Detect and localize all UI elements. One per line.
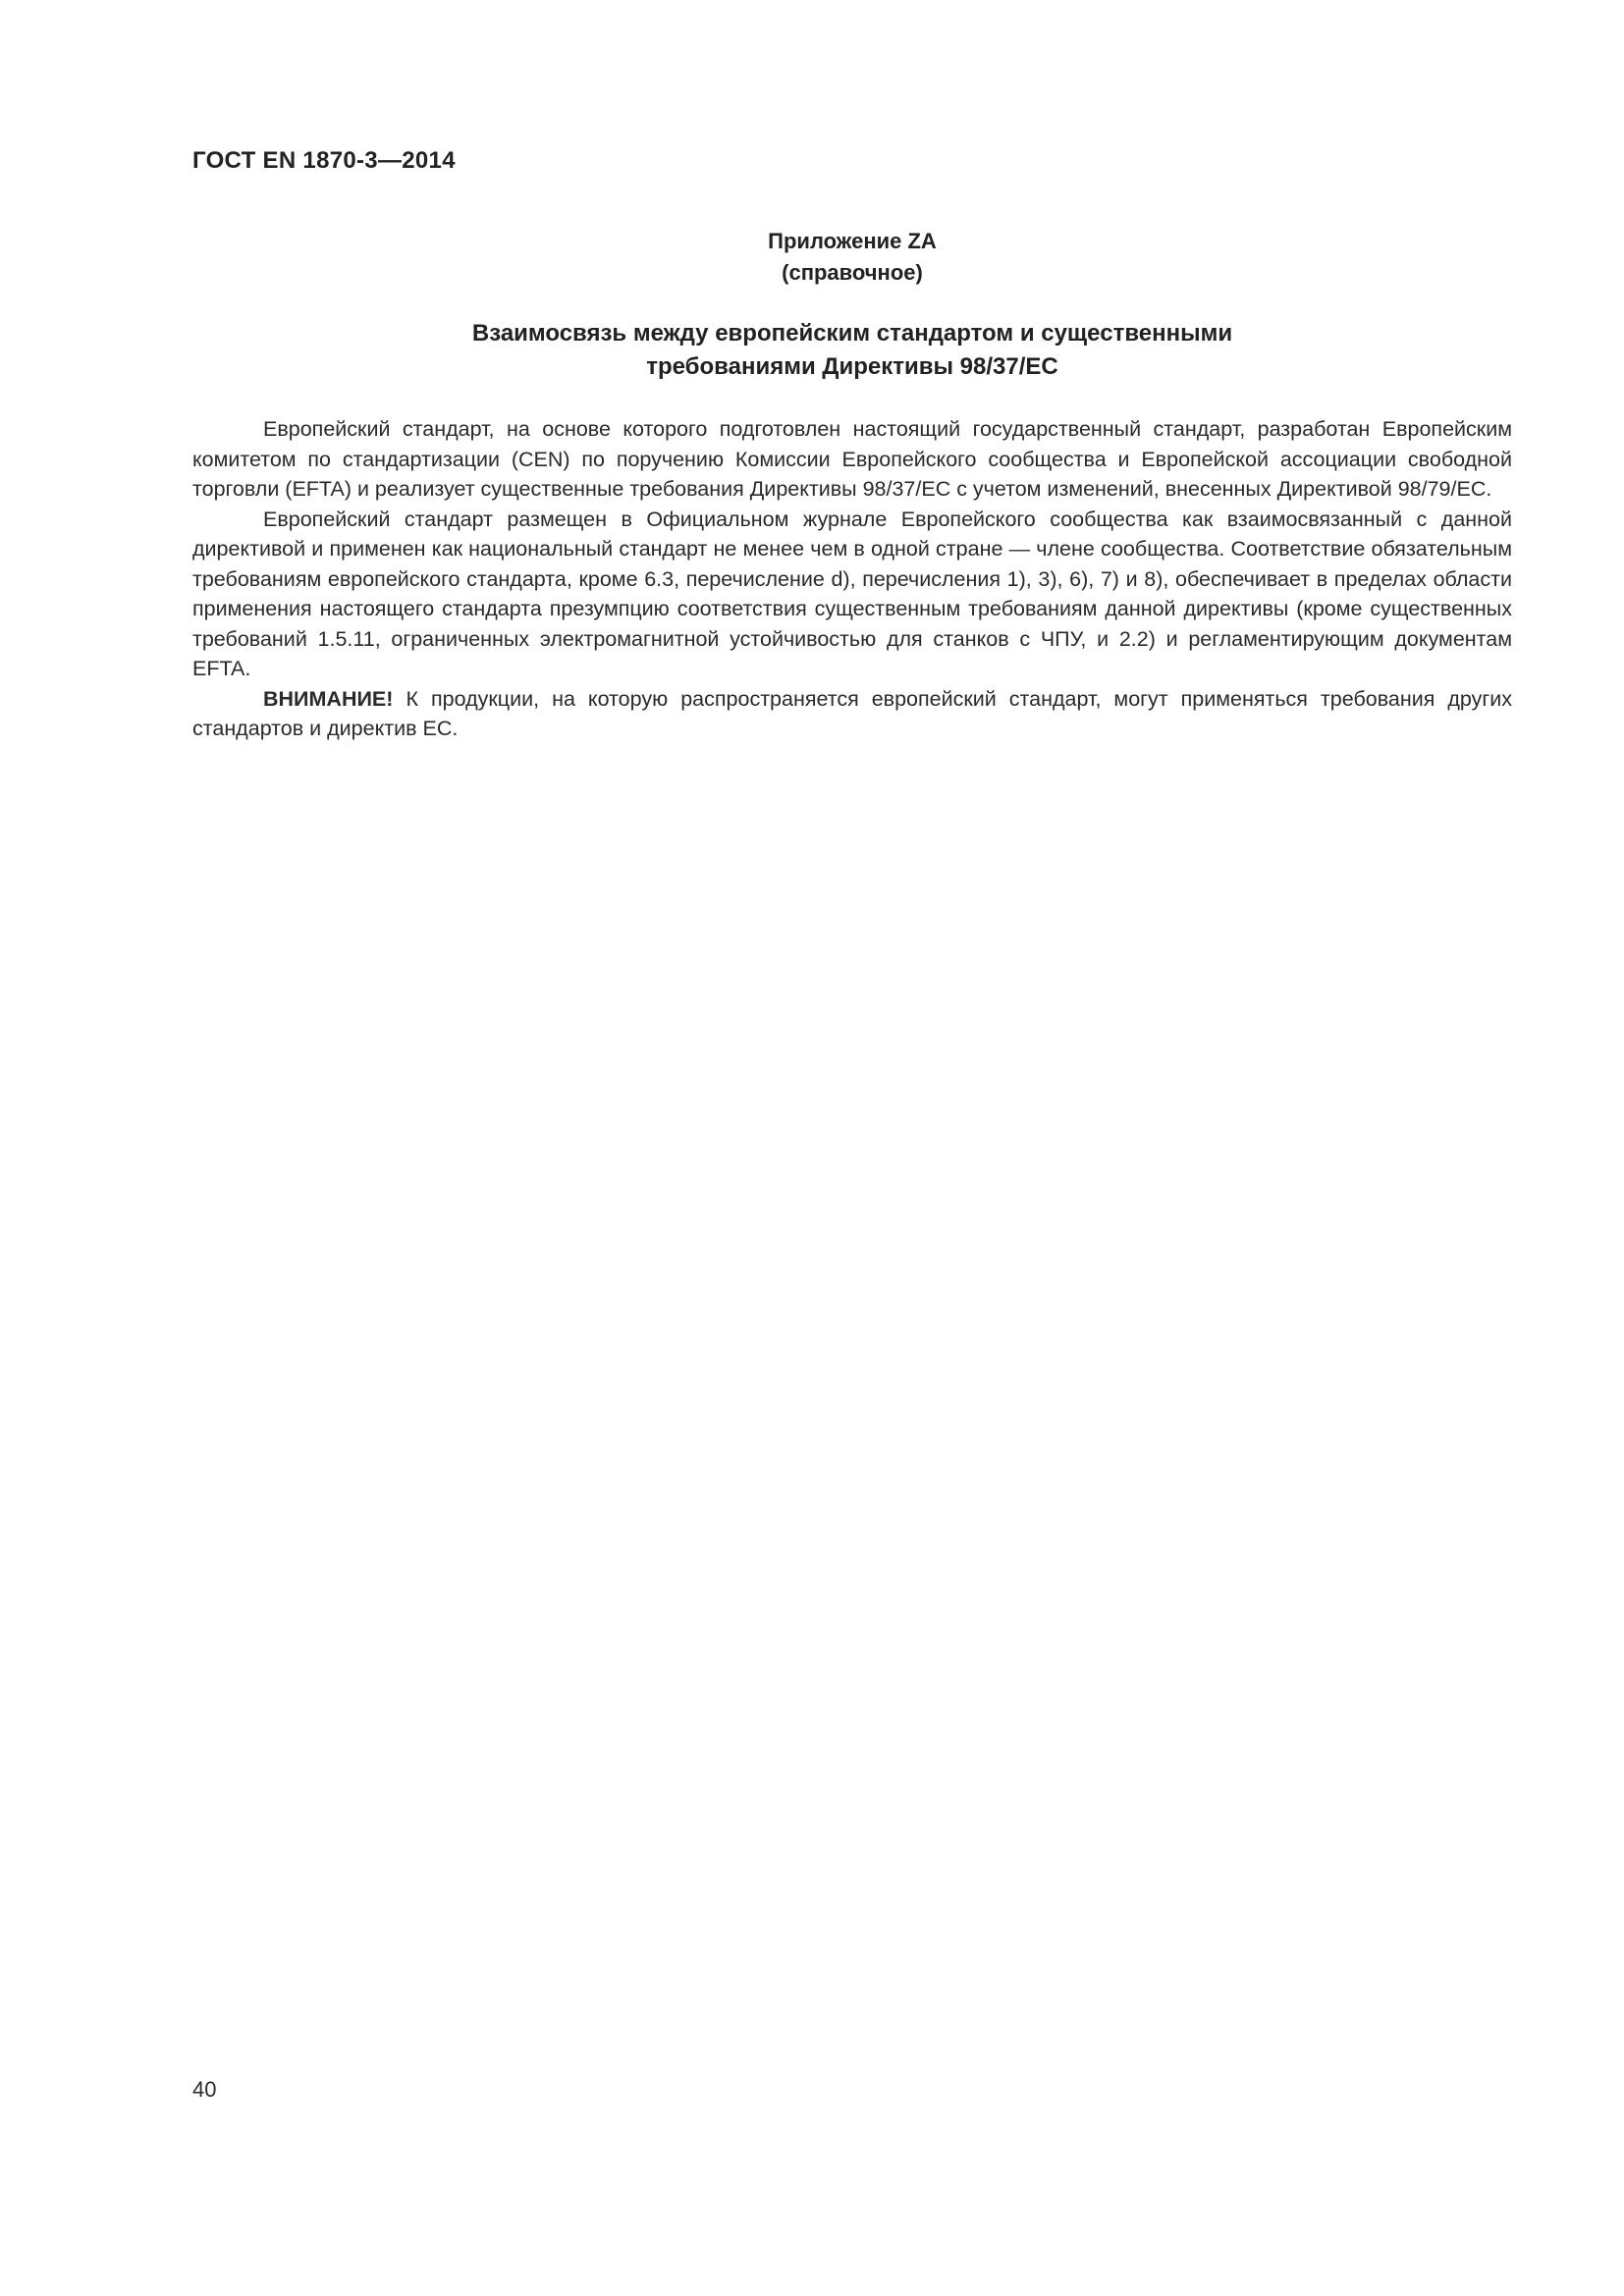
annex-title: Приложение ZA xyxy=(768,229,937,253)
paragraph-1: Европейский стандарт, на основе которого подготовлен настоящий государственный стандарт, разработан Европейским комитетом по стандартизации (CEN) по поручению Комиссии Европейского сообщества и Европейской ассоциации свободной торговли (EFTA) и реализует существенные требования Директивы 98/37/ЕС с учетом изменений, внесенных Директивой 98/79/ЕС. xyxy=(192,417,1512,501)
annex-status: (справочное) xyxy=(782,260,923,285)
section-heading xyxy=(192,317,1512,384)
section-heading-line-2: требованиями Директивы 98/37/ЕС xyxy=(646,353,1058,380)
paragraph-2: Европейский стандарт размещен в Официальном журнале Европейского сообщества как взаимосвязанный с данной директивой и применен как национальный стандарт не менее чем в одной стране — члене сообщества. Соответствие обязательным требованиям европейского стандарта, кроме 6.3, перечисление d), перечисления 1), 3), 6), 7) и 8), обеспечивает в пределах области применения настоящего стандарта презумпцию соответствия существенным требованиям данной директивы (кроме существенных требований 1.5.11, ограниченных электромагнитной устойчивостью для станков с ЧПУ, и 2.2) и регламентирующим документам EFTA. xyxy=(192,507,1512,680)
document-code: ГОСТ EN 1870-3—2014 xyxy=(192,147,456,174)
page-number: 40 xyxy=(192,2077,217,2102)
body-text xyxy=(192,414,1512,744)
attention-label: ВНИМАНИЕ! xyxy=(263,686,394,711)
paragraph-3 xyxy=(192,684,1512,744)
annex-block xyxy=(192,226,1512,289)
attention-text: К продукции, на которую распространяется европейский стандарт, могут применяться требования других стандартов и директив ЕС. xyxy=(192,686,1512,740)
section-heading-line-1: Взаимосвязь между европейским стандартом и существенными xyxy=(471,320,1233,347)
